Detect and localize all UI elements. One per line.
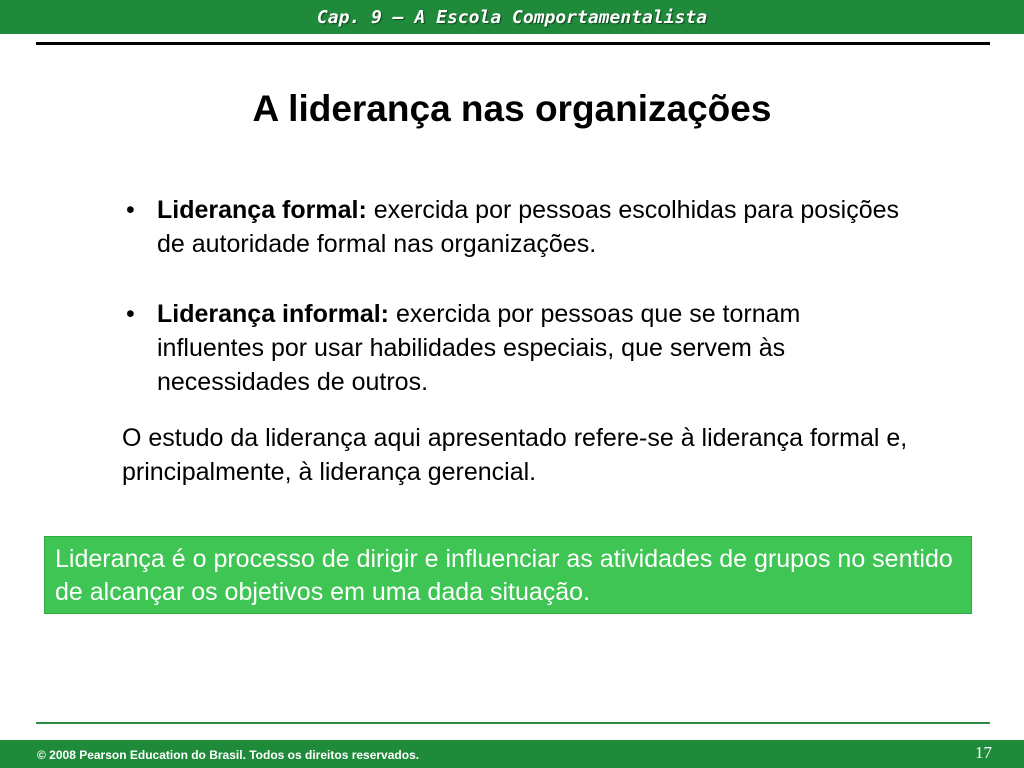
study-paragraph: O estudo da liderança aqui apresentado refere-se à liderança formal e, principalmente, à liderança gerencial. — [122, 424, 908, 486]
bullet-text: exercida por pessoas escolhidas para posições de autoridade formal nas organizações. — [157, 196, 900, 258]
bullet-icon: • — [126, 196, 135, 224]
bullet-icon: • — [126, 300, 135, 328]
bullet-formal — [120, 193, 900, 261]
bullet-informal — [120, 297, 900, 399]
bullet-list — [120, 193, 900, 399]
copyright-text: © 2008 Pearson Education do Brasil. Todos os direitos reservados. — [37, 748, 420, 762]
slide-title: A liderança nas organizações — [252, 88, 772, 129]
bullet-text: exercida por pessoas que se tornam influentes por usar habilidades especiais, que servem às necessidades de outros. — [157, 300, 801, 396]
page-number: 17 — [975, 743, 992, 762]
footer-bar — [0, 740, 1024, 768]
bottom-divider — [36, 722, 990, 724]
definition-text: Liderança é o processo de dirigir e influenciar as atividades de grupos no sentido de alcançar os objetivos em uma dada situação. — [55, 545, 953, 606]
top-divider — [36, 42, 990, 45]
bullet-term: Liderança informal: — [157, 300, 389, 328]
definition-box — [44, 536, 972, 614]
chapter-title: Cap. 9 – A Escola Comportamentalista — [316, 6, 708, 28]
bullet-term: Liderança formal: — [157, 196, 367, 224]
chapter-header-bar — [0, 0, 1024, 34]
